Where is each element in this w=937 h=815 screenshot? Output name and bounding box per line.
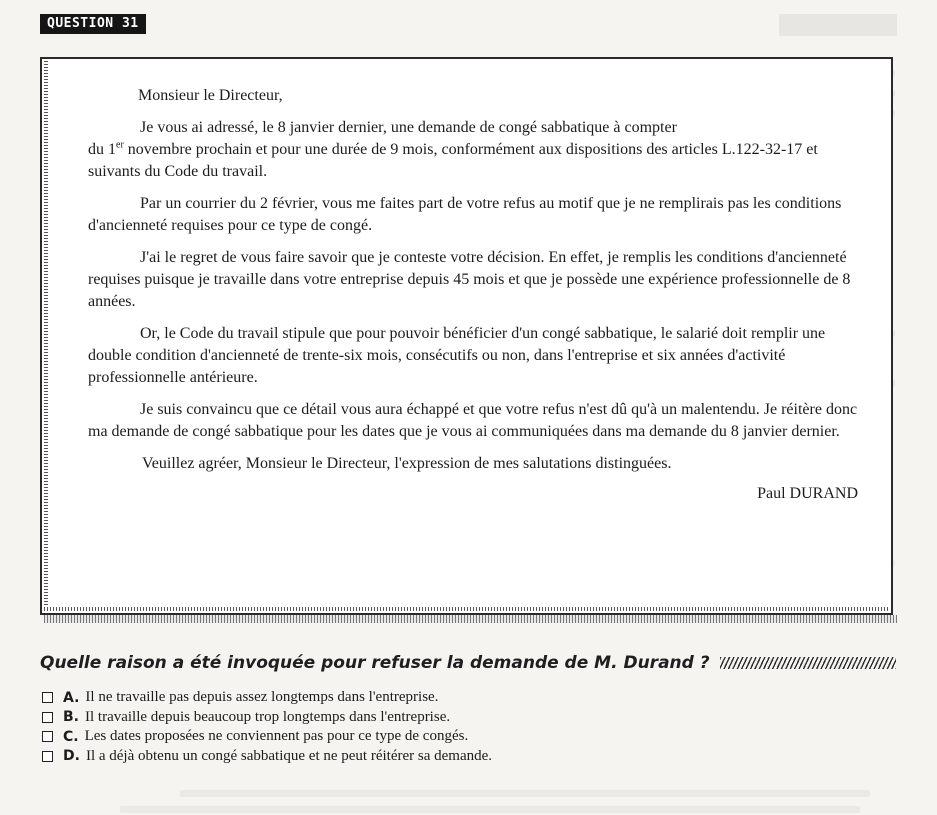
question-hatch-decoration — [720, 657, 896, 669]
letter-signature: Paul DURAND — [757, 485, 858, 502]
answer-option-c[interactable] — [42, 727, 862, 747]
letter-paragraph-1-start: Je vous ai adressé, le 8 janvier dernier, une demande de congé sabbatique à compter — [140, 119, 677, 136]
letter-salutation: Monsieur le Directeur, — [138, 87, 283, 104]
question-header — [40, 651, 896, 675]
answer-options — [42, 688, 862, 766]
letter-paragraph-2: Par un courrier du 2 février, vous me faites part de votre refus au motif que je ne remplirais pas les conditions d'ancienneté requises pour ce type de congé. — [88, 195, 842, 234]
letter-paragraph-3: J'ai le regret de vous faire savoir que je conteste votre décision. En effet, je remplis les conditions d'ancienneté requises puisque je travaille dans votre entreprise depuis 45 mois et que je possède une expérience professionnelle de 8 années. — [88, 249, 851, 310]
letter-paragraph-1-superscript: er — [116, 139, 124, 151]
letter-closing: Veuillez agréer, Monsieur le Directeur, l'expression de mes salutations distinguées. — [142, 455, 672, 472]
letter-paragraph-5: Je suis convaincu que ce détail vous aura échappé et que votre refus n'est dû qu'à un malentendu. Je réitère donc ma demande de congé sabbatique pour les dates que je vous ai communiquées dans ma demande du 8 janvier dernier. — [88, 401, 858, 440]
answer-option-d[interactable] — [42, 747, 862, 767]
checkbox-icon[interactable] — [42, 751, 53, 762]
answer-option-a[interactable] — [42, 688, 862, 708]
option-letter: A. — [63, 689, 80, 706]
option-letter: B. — [63, 709, 79, 726]
option-letter: D. — [63, 748, 80, 765]
checkbox-icon[interactable] — [42, 731, 53, 742]
option-text: Il a déjà obtenu un congé sabbatique et ne peut réitérer sa demande. — [85, 747, 493, 764]
letter-paragraph-4: Or, le Code du travail stipule que pour pouvoir bénéficier d'un congé sabbatique, le salarié doit remplir une double condition d'ancienneté de trente-six mois, consécutifs ou non, dans l'entreprise et six années d'activité professionnelle antérieure. — [88, 325, 826, 386]
letter-paragraph-1-du: du — [88, 141, 104, 158]
question-number-badge: QUESTION 31 — [40, 14, 146, 34]
checkbox-icon[interactable] — [42, 712, 53, 723]
letter-body — [88, 85, 858, 505]
answer-option-b[interactable] — [42, 708, 862, 728]
question-text: Quelle raison a été invoquée pour refuser la demande de M. Durand ? — [40, 653, 710, 673]
letter-frame-shadow — [44, 615, 897, 623]
option-text: Il travaille depuis beaucoup trop longtemps dans l'entreprise. — [85, 708, 451, 725]
option-letter: C. — [63, 728, 79, 745]
option-text: Il ne travaille pas depuis assez longtemps dans l'entreprise. — [85, 689, 439, 706]
letter-paragraph-1-ordinal: 1 — [108, 141, 116, 158]
letter-document — [40, 57, 893, 615]
letter-paragraph-1 — [88, 117, 858, 183]
letter-paragraph-1-rest: novembre prochain et pour une durée de 9 mois, conformément aux dispositions des articles L.122-32-17 et suivants du Code du travail. — [88, 141, 818, 180]
option-text: Les dates proposées ne conviennent pas pour ce type de congés. — [84, 728, 469, 745]
checkbox-icon[interactable] — [42, 692, 53, 703]
